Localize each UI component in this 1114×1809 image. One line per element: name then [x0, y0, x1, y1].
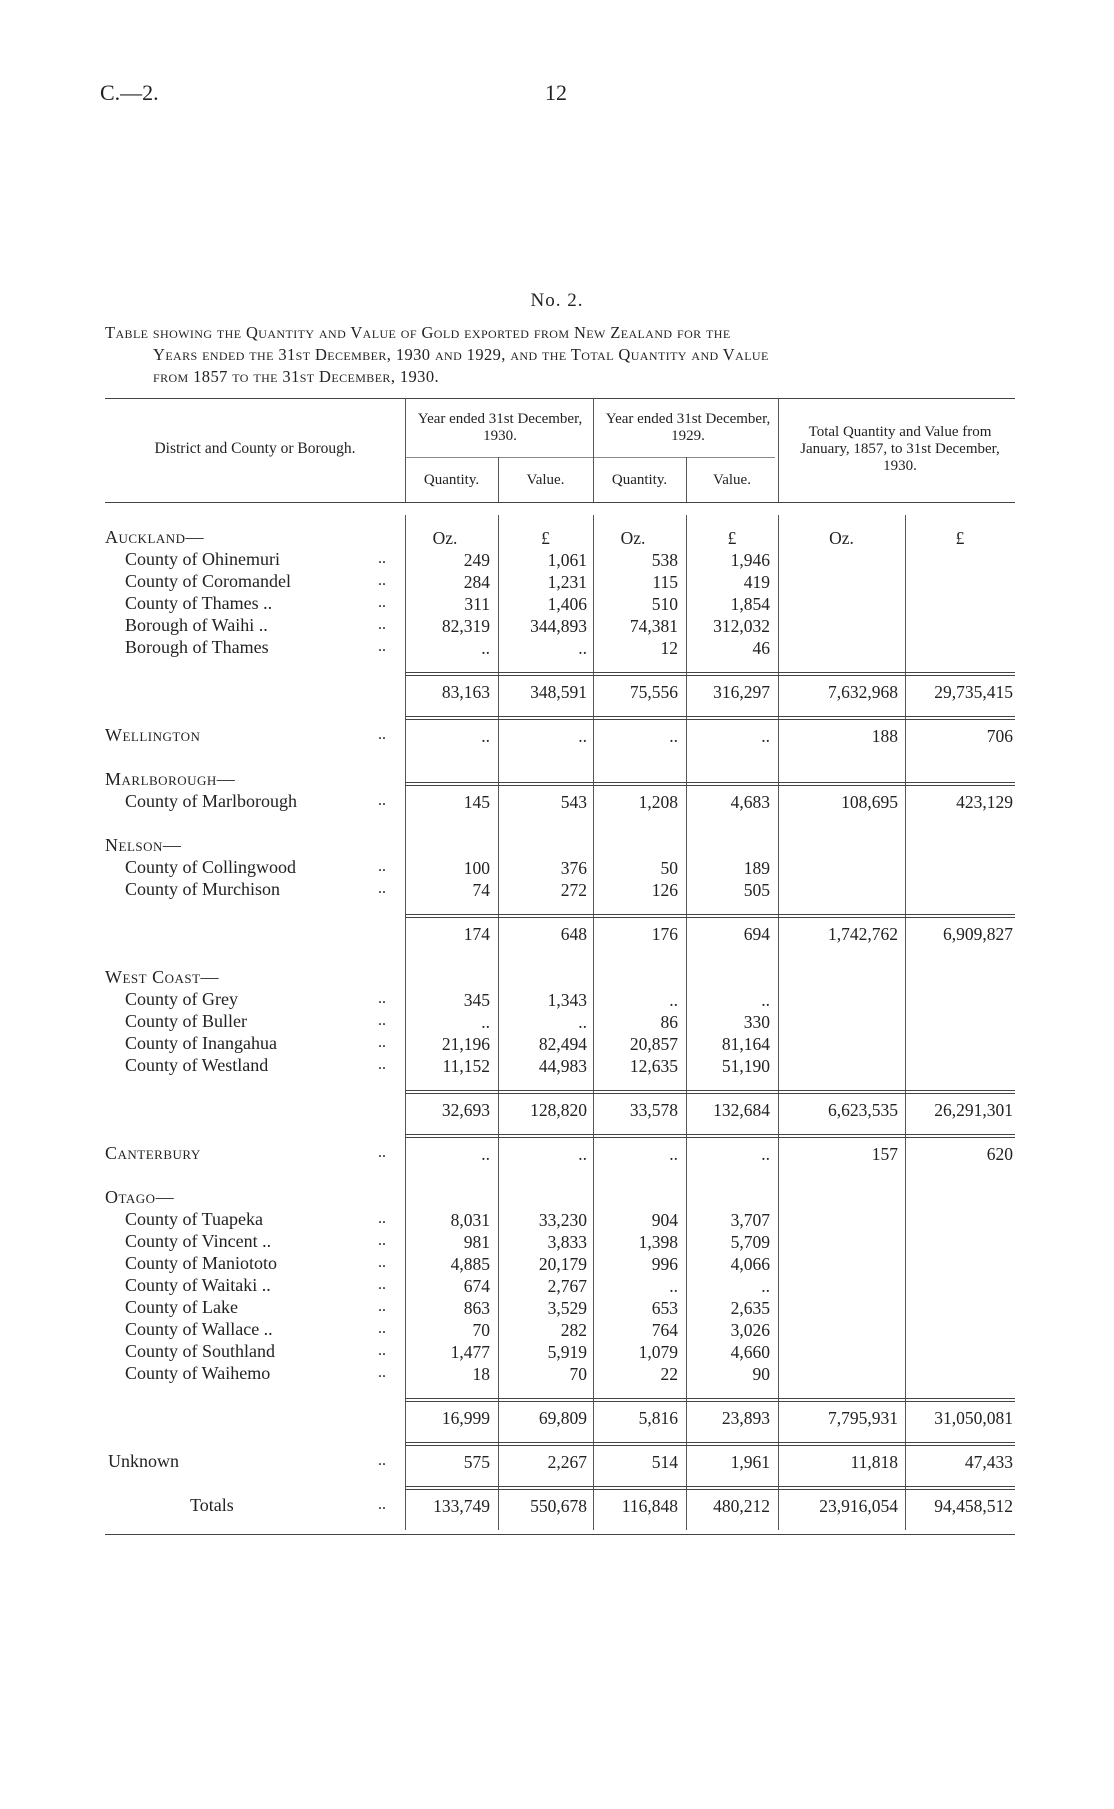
row-label: County of Inangahua	[125, 1033, 277, 1053]
cell-q29: 20,857	[629, 1034, 678, 1054]
leader-dots: ..	[378, 616, 386, 633]
unit-pound-1929: £	[727, 528, 737, 548]
row-label: County of Tuapeka	[125, 1209, 264, 1229]
cell-v29: 419	[743, 572, 770, 592]
cell-v30: ..	[578, 1012, 587, 1032]
cell-v29: 312,032	[713, 616, 770, 636]
rule	[405, 1401, 1015, 1402]
cell-tq: 11,818	[850, 1452, 898, 1472]
cell-v29: 505	[743, 880, 770, 900]
cell-q29: 115	[652, 572, 678, 592]
rule	[405, 1090, 1015, 1091]
cell-q30: ..	[481, 638, 490, 658]
leader-dots: ..	[378, 726, 386, 743]
cell-tq: 1,742,762	[828, 924, 898, 944]
header-year-1929: Year ended 31st December, 1929.	[605, 411, 771, 444]
leader-dots: ..	[378, 1254, 386, 1271]
leader-dots: ..	[378, 1034, 386, 1051]
district-auckland: Auckland—	[105, 527, 205, 547]
leader-dots: ..	[378, 1232, 386, 1249]
row-label: Marlborough—	[105, 769, 236, 789]
row-label: Unknown	[108, 1451, 179, 1471]
cell-tv: 620	[986, 1144, 1013, 1164]
rule	[405, 1398, 1015, 1399]
cell-q29: 538	[651, 550, 678, 570]
cell-v30: 1,406	[547, 594, 587, 614]
rule	[405, 1445, 1015, 1446]
leader-dots: ..	[378, 792, 386, 809]
column-divider	[778, 398, 779, 502]
leader-dots: ..	[378, 1210, 386, 1227]
cell-q30: 311	[464, 594, 490, 614]
cell-v30: 33,230	[538, 1210, 587, 1230]
cell-q30: 16,999	[441, 1408, 490, 1428]
cell-q29: ..	[669, 1276, 678, 1296]
row-label: County of Grey	[125, 989, 238, 1009]
header-quantity-1930: Quantity.	[423, 472, 480, 488]
leader-dots: ..	[378, 1342, 386, 1359]
cell-v29: 1,961	[730, 1452, 770, 1472]
cell-q30: 32,693	[441, 1100, 490, 1120]
row-label: West Coast—	[105, 967, 220, 987]
cell-q29: 1,398	[638, 1232, 678, 1252]
cell-q29: 904	[651, 1210, 678, 1230]
cell-q29: 33,578	[629, 1100, 678, 1120]
leader-dots: ..	[378, 1452, 386, 1469]
cell-v30: ..	[578, 638, 587, 658]
cell-v29: 3,707	[730, 1210, 770, 1230]
row-label: County of Waitaki ..	[125, 1275, 271, 1295]
cell-q30: 21,196	[441, 1034, 490, 1054]
row-label: Nelson—	[105, 835, 182, 855]
caption-line: Table showing the Quantity and Value of Gold exported from New Zealand for the	[105, 323, 731, 342]
cell-tq: 157	[871, 1144, 898, 1164]
leader-dots: ..	[378, 594, 386, 611]
row-label: County of Southland	[125, 1341, 276, 1361]
cell-q29: 74,381	[629, 616, 678, 636]
cell-q29: 126	[651, 880, 678, 900]
cell-q29: 116,848	[621, 1496, 678, 1516]
cell-v29: 189	[743, 858, 770, 878]
cell-q30: 100	[463, 858, 490, 878]
cell-q30: ..	[481, 1144, 490, 1164]
row-label: County of Marlborough	[125, 791, 297, 811]
row-label: Canterbury	[105, 1143, 201, 1163]
row-label: Otago—	[105, 1187, 175, 1207]
cell-v29: 694	[743, 924, 770, 944]
row-label: County of Maniototo	[125, 1253, 277, 1273]
cell-q29: 22	[660, 1364, 678, 1384]
row-label: County of Buller	[125, 1011, 247, 1031]
rule	[405, 719, 1015, 720]
header-bottom-rule	[105, 502, 1015, 503]
row-label: County of Coromandel	[125, 571, 291, 591]
cell-q30: 83,163	[441, 682, 490, 702]
leader-dots: ..	[378, 1320, 386, 1337]
cell-tv: 423,129	[956, 792, 1013, 812]
cell-tv: 31,050,081	[934, 1408, 1013, 1428]
cell-tv: 6,909,827	[943, 924, 1013, 944]
rule	[405, 785, 1015, 786]
cell-q30: 249	[463, 550, 490, 570]
cell-q29: 75,556	[629, 682, 678, 702]
row-label: Borough of Thames	[125, 637, 269, 657]
cell-v29: 51,190	[721, 1056, 770, 1076]
cell-q30: 1,477	[450, 1342, 490, 1362]
cell-v30: 2,267	[547, 1452, 587, 1472]
cell-q30: 74	[472, 880, 490, 900]
cell-q30: 174	[463, 924, 490, 944]
rule	[405, 675, 1015, 676]
leader-dots: ..	[378, 990, 386, 1007]
cell-q29: 510	[651, 594, 678, 614]
cell-q30: ..	[481, 1012, 490, 1032]
cell-q29: 1,208	[638, 792, 678, 812]
cell-v30: ..	[578, 726, 587, 746]
rule	[405, 917, 1015, 918]
page-number: 12	[545, 80, 567, 105]
cell-v30: 20,179	[538, 1254, 587, 1274]
cell-v30: 128,820	[530, 1100, 587, 1120]
cell-q29: 86	[660, 1012, 678, 1032]
cell-q30: 575	[463, 1452, 490, 1472]
cell-v29: ..	[761, 990, 770, 1010]
cell-v30: 543	[560, 792, 587, 812]
cell-q30: 345	[463, 990, 490, 1010]
cell-v29: 4,660	[730, 1342, 770, 1362]
header-district: District and County or Borough.	[154, 440, 356, 457]
cell-q30: 4,885	[450, 1254, 490, 1274]
row-label: County of Collingwood	[125, 857, 297, 877]
cell-tq: 7,632,968	[828, 682, 898, 702]
unit-oz-total: Oz.	[829, 528, 854, 548]
row-label: County of Vincent ..	[125, 1231, 272, 1251]
cell-q29: 176	[651, 924, 678, 944]
cell-v29: 132,684	[713, 1100, 770, 1120]
cell-q29: 514	[651, 1452, 678, 1472]
cell-v30: 1,343	[547, 990, 587, 1010]
table-caption	[105, 322, 1025, 388]
cell-q29: ..	[669, 1144, 678, 1164]
cell-v29: 330	[743, 1012, 770, 1032]
rule	[405, 1093, 1015, 1094]
cell-v29: 1,854	[730, 594, 770, 614]
cell-v29: 4,066	[730, 1254, 770, 1274]
cell-v30: 1,061	[547, 550, 587, 570]
cell-q29: 764	[651, 1320, 678, 1340]
cell-v29: 1,946	[730, 550, 770, 570]
row-label: County of Murchison	[125, 879, 280, 899]
totals-label: Totals	[190, 1495, 234, 1515]
cell-v29: ..	[761, 726, 770, 746]
cell-q30: 8,031	[450, 1210, 490, 1230]
rule	[405, 1486, 1015, 1487]
rule	[405, 672, 1015, 673]
cell-v30: 82,494	[538, 1034, 587, 1054]
cell-v29: 4,683	[730, 792, 770, 812]
cell-tv: 29,735,415	[934, 682, 1013, 702]
cell-q29: 50	[660, 858, 678, 878]
cell-v29: 23,893	[721, 1408, 770, 1428]
cell-v29: 2,635	[730, 1298, 770, 1318]
cell-q29: 12,635	[629, 1056, 678, 1076]
cell-v29: 46	[752, 638, 770, 658]
subheader-rule	[405, 457, 775, 458]
cell-v29: 3,026	[730, 1320, 770, 1340]
cell-v29: ..	[761, 1276, 770, 1296]
cell-q30: 863	[463, 1298, 490, 1318]
row-label: Wellington	[105, 725, 201, 745]
caption-line: Years ended the 31st December, 1930 and 1929, and the Total Quantity and Value	[153, 345, 769, 364]
header-year-1930: Year ended 31st December, 1930.	[417, 411, 583, 444]
cell-v30: 1,231	[547, 572, 587, 592]
leader-dots: ..	[378, 880, 386, 897]
cell-q29: 5,816	[638, 1408, 678, 1428]
row-label: County of Ohinemuri	[125, 549, 280, 569]
rule	[405, 1442, 1015, 1443]
row-label: Borough of Waihi ..	[125, 615, 268, 635]
table-top-rule	[105, 398, 1015, 399]
cell-v30: 376	[560, 858, 587, 878]
cell-v30: 648	[560, 924, 587, 944]
cell-v29: 90	[752, 1364, 770, 1384]
cell-q30: 11,152	[442, 1056, 490, 1076]
column-divider	[778, 515, 779, 1530]
header-value-1930: Value.	[526, 472, 565, 488]
cell-v30: 344,893	[530, 616, 587, 636]
header-quantity-1929: Quantity.	[611, 472, 668, 488]
leader-dots: ..	[378, 572, 386, 589]
cell-v30: 348,591	[530, 682, 587, 702]
rule	[405, 782, 1015, 783]
cell-q30: 18	[472, 1364, 490, 1384]
cell-tq: 23,916,054	[819, 1496, 898, 1516]
cell-v29: 316,297	[713, 682, 770, 702]
rule	[405, 1137, 1015, 1138]
cell-v30: 3,833	[547, 1232, 587, 1252]
unit-pound-1930: £	[541, 528, 550, 548]
leader-dots: ..	[378, 550, 386, 567]
cell-q30: 284	[463, 572, 490, 592]
row-label: County of Lake	[125, 1297, 238, 1317]
cell-v30: 2,767	[547, 1276, 587, 1296]
rule	[405, 1134, 1015, 1135]
leader-dots: ..	[378, 1012, 386, 1029]
unit-pound-total: £	[955, 528, 965, 548]
cell-q30: 674	[463, 1276, 490, 1296]
cell-q30: 981	[463, 1232, 490, 1252]
cell-q29: 1,079	[638, 1342, 678, 1362]
cell-v29: 81,164	[721, 1034, 770, 1054]
header-total: Total Quantity and Value from January, 1857, to 31st December, 1930.	[800, 424, 1000, 474]
cell-tq: 6,623,535	[828, 1100, 898, 1120]
cell-v30: 282	[560, 1320, 587, 1340]
cell-q30: ..	[481, 726, 490, 746]
cell-v29: 5,709	[730, 1232, 770, 1252]
row-label: County of Thames ..	[125, 593, 273, 613]
row-label: County of Westland	[125, 1055, 269, 1075]
unit-oz-1930: Oz.	[432, 528, 458, 548]
cell-v30: 44,983	[538, 1056, 587, 1076]
cell-q29: 653	[651, 1298, 678, 1318]
row-label: County of Waihemo	[125, 1363, 271, 1383]
table-bottom-rule	[105, 1534, 1015, 1535]
cell-q29: ..	[669, 990, 678, 1010]
leader-dots: ..	[378, 1364, 386, 1381]
cell-q29: 12	[660, 638, 678, 658]
cell-v30: 70	[569, 1364, 587, 1384]
cell-v30: 5,919	[547, 1342, 587, 1362]
cell-v30: 550,678	[530, 1496, 587, 1516]
cell-v30: 3,529	[547, 1298, 587, 1318]
leader-dots: ..	[378, 858, 386, 875]
cell-q30: 133,749	[433, 1496, 490, 1516]
cell-tq: 188	[871, 726, 898, 746]
cell-tq: 108,695	[841, 792, 898, 812]
rule	[405, 914, 1015, 915]
row-label: County of Wallace ..	[125, 1319, 273, 1339]
table-number: No. 2.	[530, 290, 584, 311]
cell-v29: 480,212	[713, 1496, 770, 1516]
cell-v30: ..	[578, 1144, 587, 1164]
leader-dots: ..	[378, 1276, 386, 1293]
cell-q30: 82,319	[441, 616, 490, 636]
cell-q29: ..	[669, 726, 678, 746]
page-reference: C.—2.	[100, 80, 159, 105]
leader-dots: ..	[378, 1298, 386, 1315]
cell-tv: 706	[986, 726, 1013, 746]
cell-tv: 94,458,512	[934, 1496, 1013, 1516]
cell-tq: 7,795,931	[828, 1408, 898, 1428]
cell-q30: 145	[463, 792, 490, 812]
unit-oz-1929: Oz.	[620, 528, 646, 548]
cell-v30: 69,809	[538, 1408, 587, 1428]
header-value-1929: Value.	[713, 472, 751, 488]
cell-q30: 70	[472, 1320, 490, 1340]
cell-tv: 26,291,301	[934, 1100, 1013, 1120]
leader-dots: ..	[378, 1144, 386, 1161]
caption-line: from 1857 to the 31st December, 1930.	[153, 367, 440, 386]
leader-dots: ..	[378, 638, 386, 655]
rule	[405, 1489, 1015, 1490]
leader-dots: ..	[378, 1496, 386, 1513]
cell-v29: ..	[761, 1144, 770, 1164]
cell-tv: 47,433	[964, 1452, 1013, 1472]
rule	[405, 716, 1015, 717]
column-divider	[905, 515, 906, 1530]
cell-q29: 996	[651, 1254, 678, 1274]
leader-dots: ..	[378, 1056, 386, 1073]
cell-v30: 272	[560, 880, 587, 900]
